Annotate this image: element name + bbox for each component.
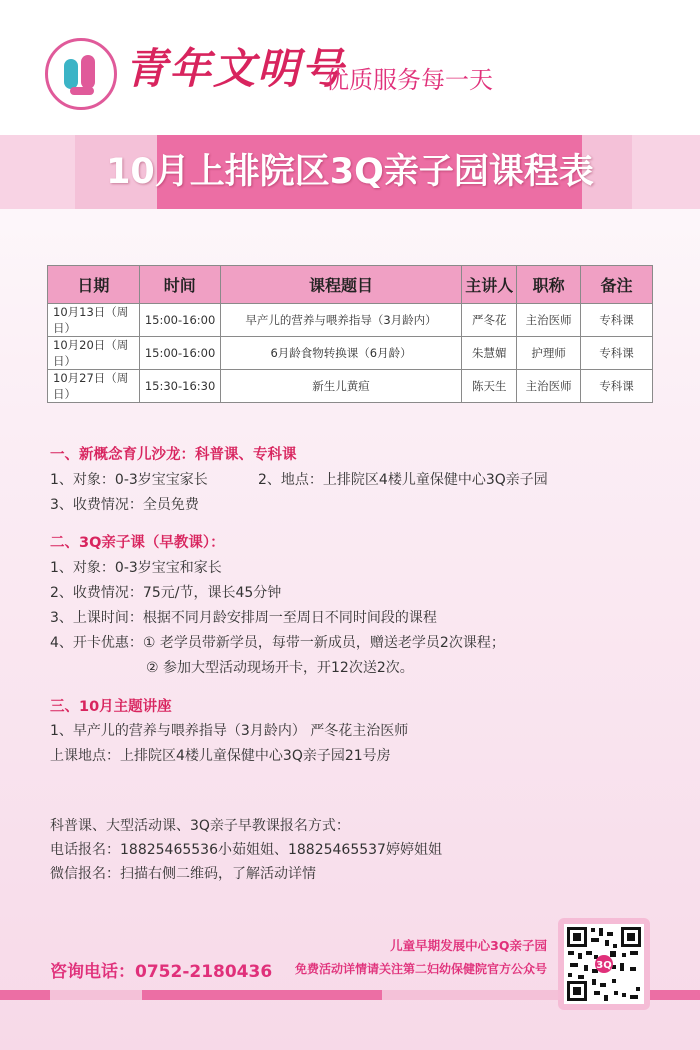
footer-stripe-5 [650, 990, 700, 1000]
section2-line-offer1: 4、开卡优惠：① 老学员带新学员，每带一新成员，赠送老学员2次课程； [50, 635, 505, 651]
section1-line-audience: 1、对象：0-3岁宝宝家长 [50, 472, 208, 488]
footer-org: 儿童早期发展中心3Q亲子园 [390, 938, 547, 953]
table-header-row [48, 266, 653, 304]
section3-title: 三、10月主题讲座 [50, 699, 172, 715]
signup-wechat: 微信报名：扫描右侧二维码，了解活动详情 [50, 866, 316, 882]
cell-note: 专科课 [581, 304, 653, 337]
hospital-logo-icon [45, 38, 117, 110]
cell-date: 10月27日（周日） [48, 370, 140, 403]
signup-phone: 电话报名：18825465536小茹姐姐、18825465537婷婷姐姐 [50, 842, 442, 858]
header [0, 0, 700, 135]
section2-line-time: 3、上课时间：根据不同月龄安排周一至周日不同时间段的课程 [50, 610, 437, 626]
col-time-header: 时间 [139, 266, 220, 304]
col-date-header: 日期 [48, 266, 140, 304]
consult-phone: 咨询电话：0752-2180436 [50, 962, 273, 982]
cell-date: 10月20日（周日） [48, 337, 140, 370]
qr-badge: 3Q [596, 960, 612, 971]
title-banner [0, 135, 700, 209]
brand-slogan: 优质服务每一天 [325, 66, 493, 94]
section2-line-offer2: ② 参加大型活动现场开卡，开12次送2次。 [146, 660, 414, 676]
cell-title: 主治医师 [517, 370, 581, 403]
col-speaker-header: 主讲人 [462, 266, 517, 304]
section1-line-location: 2、地点：上排院区4楼儿童保健中心3Q亲子园 [258, 472, 548, 488]
brand-title: 青年文明号 [125, 44, 346, 93]
table-row [48, 337, 653, 370]
qr-code-icon [564, 924, 644, 1004]
cell-time: 15:00-16:00 [139, 337, 220, 370]
cell-time: 15:00-16:00 [139, 304, 220, 337]
col-topic-header: 课程题目 [220, 266, 462, 304]
col-title-header: 职称 [517, 266, 581, 304]
signup-intro: 科普课、大型活动课、3Q亲子早教课报名方式： [50, 818, 350, 834]
section2-title: 二、3Q亲子课（早教课）： [50, 535, 225, 551]
cell-speaker: 朱慧媚 [462, 337, 517, 370]
table-row [48, 304, 653, 337]
section1-title: 一、新概念育儿沙龙：科普课、专科课 [50, 447, 297, 463]
cell-title: 护理师 [517, 337, 581, 370]
cell-speaker: 陈天生 [462, 370, 517, 403]
footer-stripe-3 [142, 990, 382, 1000]
cell-title: 主治医师 [517, 304, 581, 337]
section1-line-fee: 3、收费情况：全员免费 [50, 497, 199, 513]
footer-stripe-4 [382, 990, 558, 1000]
col-note-header: 备注 [581, 266, 653, 304]
footer-stripe-2 [50, 990, 142, 1000]
cell-date: 10月13日（周日） [48, 304, 140, 337]
cell-topic: 早产儿的营养与喂养指导（3月龄内） [220, 304, 462, 337]
section2-line-audience: 1、对象：0-3岁宝宝和家长 [50, 560, 222, 576]
cell-speaker: 严冬花 [462, 304, 517, 337]
cell-topic: 新生儿黄疸 [220, 370, 462, 403]
cell-note: 专科课 [581, 370, 653, 403]
section2-line-fee: 2、收费情况：75元/节，课长45分钟 [50, 585, 282, 601]
schedule-table [47, 265, 653, 403]
banner-title: 10月上排院区3Q亲子园课程表 [106, 152, 594, 192]
cell-time: 15:30-16:30 [139, 370, 220, 403]
qr-code-frame [558, 918, 650, 1010]
section3-line-location: 上课地点：上排院区4楼儿童保健中心3Q亲子园21号房 [50, 748, 391, 764]
footer-notice: 免费活动详情请关注第二妇幼保健院官方公众号 [294, 962, 547, 976]
footer-stripe-1 [0, 990, 50, 1000]
section3-line-lecture: 1、早产儿的营养与喂养指导（3月龄内） 严冬花主治医师 [50, 723, 409, 739]
table-row [48, 370, 653, 403]
cell-topic: 6月龄食物转换课（6月龄） [220, 337, 462, 370]
cell-note: 专科课 [581, 337, 653, 370]
